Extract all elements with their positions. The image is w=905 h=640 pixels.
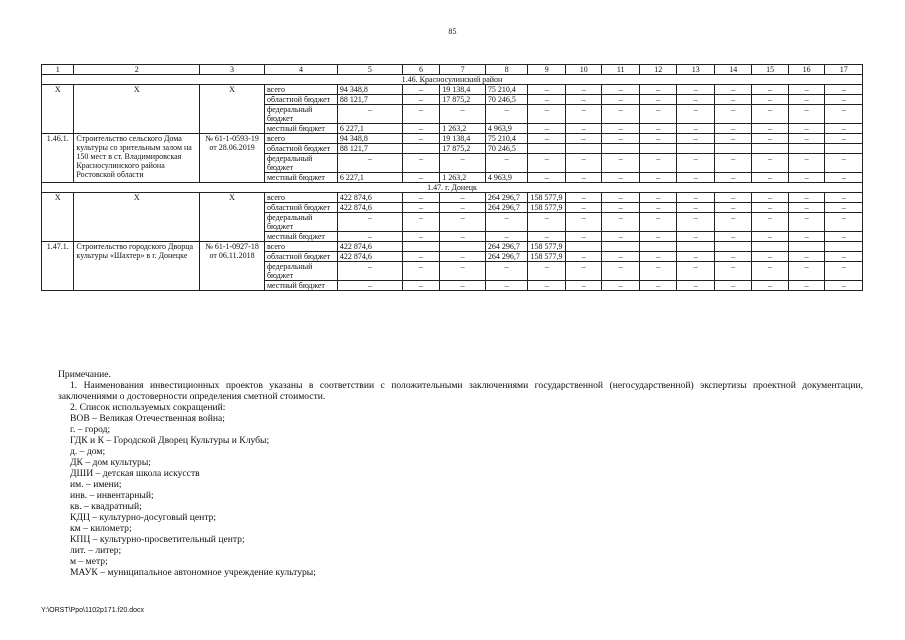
amount-cell: – bbox=[639, 252, 677, 262]
amount-cell: 6 227,1 bbox=[337, 173, 402, 183]
amount-cell: 1 263,2 bbox=[440, 173, 486, 183]
amount-cell: – bbox=[788, 173, 824, 183]
project-row bbox=[42, 134, 863, 144]
amount-cell: – bbox=[565, 193, 601, 203]
amount-cell: – bbox=[639, 262, 677, 281]
amount-cell: – bbox=[565, 252, 601, 262]
budget-source-label: областной бюджет bbox=[264, 144, 337, 154]
amount-cell: 94 348,8 bbox=[337, 85, 402, 95]
amount-cell: – bbox=[639, 134, 677, 144]
amount-cell: – bbox=[440, 262, 486, 281]
amount-cell: – bbox=[485, 262, 528, 281]
amount-cell: 422 874,6 bbox=[337, 193, 402, 203]
amount-cell: – bbox=[677, 252, 715, 262]
amount-cell: – bbox=[602, 154, 640, 173]
amount-cell: – bbox=[565, 95, 601, 105]
amount-cell: – bbox=[825, 281, 863, 291]
project-number: 1.47.1. bbox=[42, 242, 74, 291]
amount-cell: – bbox=[788, 154, 824, 173]
amount-cell: – bbox=[825, 85, 863, 95]
amount-cell: – bbox=[337, 213, 402, 232]
column-number: 3 bbox=[200, 65, 265, 75]
amount-cell bbox=[639, 242, 677, 252]
amount-cell: – bbox=[402, 252, 440, 262]
x-mark: X bbox=[74, 193, 200, 242]
notes-heading: Примечание. bbox=[58, 369, 111, 380]
amount-cell: – bbox=[788, 252, 824, 262]
budget-source-label: всего bbox=[264, 242, 337, 252]
budget-source-label: всего bbox=[264, 134, 337, 144]
column-number: 15 bbox=[752, 65, 788, 75]
investment-table bbox=[41, 64, 863, 291]
amount-cell: – bbox=[402, 213, 440, 232]
amount-cell: – bbox=[440, 154, 486, 173]
amount-cell: – bbox=[402, 85, 440, 95]
abbreviation-list bbox=[58, 413, 863, 578]
amount-cell: – bbox=[788, 213, 824, 232]
amount-cell: – bbox=[677, 124, 715, 134]
column-number: 2 bbox=[74, 65, 200, 75]
amount-cell: – bbox=[602, 173, 640, 183]
amount-cell: – bbox=[565, 232, 601, 242]
amount-cell: 264 296,7 bbox=[485, 242, 528, 252]
abbreviation-item: МАУК – муниципальное автономное учреждение культуры; bbox=[70, 567, 316, 578]
amount-cell: – bbox=[485, 213, 528, 232]
amount-cell: – bbox=[825, 105, 863, 124]
amount-cell: 4 963,9 bbox=[485, 173, 528, 183]
x-mark: X bbox=[74, 85, 200, 134]
amount-cell: – bbox=[528, 124, 566, 134]
amount-cell: – bbox=[677, 232, 715, 242]
amount-cell: 19 138,4 bbox=[440, 134, 486, 144]
budget-source-label: областной бюджет bbox=[264, 95, 337, 105]
amount-cell: 158 577,9 bbox=[528, 193, 566, 203]
amount-cell: – bbox=[337, 262, 402, 281]
amount-cell: 70 246,5 bbox=[485, 144, 528, 154]
amount-cell: – bbox=[337, 232, 402, 242]
amount-cell: – bbox=[639, 193, 677, 203]
amount-cell: – bbox=[825, 154, 863, 173]
amount-cell: – bbox=[788, 85, 824, 95]
amount-cell: 264 296,7 bbox=[485, 203, 528, 213]
amount-cell: – bbox=[639, 124, 677, 134]
amount-cell: 75 210,4 bbox=[485, 85, 528, 95]
abbreviation-item: г. – город; bbox=[70, 424, 111, 435]
amount-cell: 264 296,7 bbox=[485, 252, 528, 262]
amount-cell: 4 963,9 bbox=[485, 124, 528, 134]
amount-cell bbox=[714, 242, 752, 252]
amount-cell: – bbox=[602, 134, 640, 144]
amount-cell: – bbox=[565, 124, 601, 134]
amount-cell: 422 874,6 bbox=[337, 242, 402, 252]
project-number: 1.46.1. bbox=[42, 134, 74, 183]
page-number: 85 bbox=[448, 27, 457, 36]
amount-cell: – bbox=[752, 154, 788, 173]
abbreviation-item: ДК – дом культуры; bbox=[70, 457, 151, 468]
amount-cell: 422 874,6 bbox=[337, 252, 402, 262]
amount-cell bbox=[602, 242, 640, 252]
amount-cell: – bbox=[752, 173, 788, 183]
column-number: 4 bbox=[264, 65, 337, 75]
amount-cell bbox=[402, 242, 440, 252]
amount-cell: – bbox=[402, 95, 440, 105]
amount-cell: – bbox=[714, 124, 752, 134]
amount-cell: – bbox=[788, 105, 824, 124]
budget-source-label: местный бюджет bbox=[264, 173, 337, 183]
amount-cell bbox=[788, 242, 824, 252]
amount-cell: – bbox=[639, 203, 677, 213]
column-number: 16 bbox=[788, 65, 824, 75]
column-number: 12 bbox=[639, 65, 677, 75]
abbreviation-item: м – метр; bbox=[70, 556, 108, 567]
amount-cell: – bbox=[639, 213, 677, 232]
amount-cell: – bbox=[714, 262, 752, 281]
budget-source-label: федеральный бюджет bbox=[264, 105, 337, 124]
amount-cell: – bbox=[485, 154, 528, 173]
amount-cell: 264 296,7 bbox=[485, 193, 528, 203]
amount-cell: 70 246,5 bbox=[485, 95, 528, 105]
amount-cell: – bbox=[528, 154, 566, 173]
amount-cell: – bbox=[752, 193, 788, 203]
budget-source-label: федеральный бюджет bbox=[264, 262, 337, 281]
amount-cell bbox=[752, 242, 788, 252]
amount-cell: – bbox=[639, 173, 677, 183]
column-number: 14 bbox=[714, 65, 752, 75]
amount-cell: – bbox=[677, 203, 715, 213]
amount-cell: – bbox=[752, 85, 788, 95]
amount-cell: 94 348,8 bbox=[337, 134, 402, 144]
amount-cell: – bbox=[639, 105, 677, 124]
amount-cell: – bbox=[602, 252, 640, 262]
amount-cell: – bbox=[485, 105, 528, 124]
amount-cell: – bbox=[337, 105, 402, 124]
amount-cell: – bbox=[440, 213, 486, 232]
amount-cell: – bbox=[714, 252, 752, 262]
amount-cell: – bbox=[714, 154, 752, 173]
amount-cell bbox=[714, 144, 752, 154]
amount-cell: – bbox=[788, 232, 824, 242]
amount-cell: 158 577,9 bbox=[528, 252, 566, 262]
file-path: Y:\ORST\Ppo\1102p171.f20.docx bbox=[41, 607, 144, 614]
column-number: 17 bbox=[825, 65, 863, 75]
amount-cell: – bbox=[337, 281, 402, 291]
column-number: 11 bbox=[602, 65, 640, 75]
amount-cell: – bbox=[714, 232, 752, 242]
summary-row bbox=[42, 193, 863, 203]
amount-cell: – bbox=[440, 105, 486, 124]
amount-cell: – bbox=[402, 105, 440, 124]
x-mark: X bbox=[42, 85, 74, 134]
amount-cell: – bbox=[677, 193, 715, 203]
amount-cell: – bbox=[440, 193, 486, 203]
amount-cell bbox=[565, 242, 601, 252]
summary-row bbox=[42, 85, 863, 95]
project-name: Строительство городского Дворца культуры «Шахтер» в г. Донецке bbox=[74, 242, 200, 291]
amount-cell: – bbox=[677, 95, 715, 105]
amount-cell: – bbox=[677, 262, 715, 281]
column-number: 1 bbox=[42, 65, 74, 75]
section-header-row bbox=[42, 75, 863, 85]
amount-cell bbox=[677, 144, 715, 154]
amount-cell: – bbox=[440, 281, 486, 291]
amount-cell: – bbox=[602, 262, 640, 281]
amount-cell: – bbox=[825, 213, 863, 232]
amount-cell: – bbox=[528, 95, 566, 105]
amount-cell: – bbox=[752, 252, 788, 262]
amount-cell: – bbox=[602, 281, 640, 291]
amount-cell: – bbox=[825, 95, 863, 105]
amount-cell: – bbox=[485, 232, 528, 242]
abbreviation-item: км – километр; bbox=[70, 523, 132, 534]
amount-cell: – bbox=[752, 124, 788, 134]
amount-cell: – bbox=[565, 134, 601, 144]
amount-cell: – bbox=[402, 154, 440, 173]
amount-cell: 88 121,7 bbox=[337, 95, 402, 105]
amount-cell: – bbox=[337, 154, 402, 173]
amount-cell: – bbox=[602, 232, 640, 242]
amount-cell: – bbox=[602, 85, 640, 95]
amount-cell: – bbox=[602, 203, 640, 213]
abbreviation-item: им. – имени; bbox=[70, 479, 122, 490]
section-title: 1.46. Красносулинский район bbox=[42, 75, 863, 85]
abbreviation-item: КПЦ – культурно-просветительный центр; bbox=[70, 534, 245, 545]
amount-cell: – bbox=[528, 213, 566, 232]
section-title: 1.47. г. Донецк bbox=[42, 183, 863, 193]
amount-cell: – bbox=[714, 203, 752, 213]
expertise-document: № 61-1-0927-18 от 06.11.2018 bbox=[200, 242, 265, 291]
amount-cell: – bbox=[565, 105, 601, 124]
amount-cell: – bbox=[565, 154, 601, 173]
amount-cell: – bbox=[602, 124, 640, 134]
amount-cell: – bbox=[565, 262, 601, 281]
amount-cell: 19 138,4 bbox=[440, 85, 486, 95]
amount-cell: – bbox=[639, 85, 677, 95]
amount-cell: – bbox=[402, 281, 440, 291]
amount-cell bbox=[825, 144, 863, 154]
amount-cell bbox=[440, 242, 486, 252]
budget-source-label: всего bbox=[264, 193, 337, 203]
amount-cell bbox=[565, 144, 601, 154]
amount-cell: – bbox=[402, 193, 440, 203]
amount-cell: – bbox=[714, 193, 752, 203]
amount-cell bbox=[639, 144, 677, 154]
amount-cell: – bbox=[528, 232, 566, 242]
abbreviation-item: кв. – квадратный; bbox=[70, 501, 142, 512]
budget-source-label: местный бюджет bbox=[264, 232, 337, 242]
amount-cell: – bbox=[788, 262, 824, 281]
amount-cell: – bbox=[677, 213, 715, 232]
amount-cell: – bbox=[402, 203, 440, 213]
budget-source-label: федеральный бюджет bbox=[264, 213, 337, 232]
amount-cell: – bbox=[402, 124, 440, 134]
amount-cell: – bbox=[752, 232, 788, 242]
column-number: 7 bbox=[440, 65, 486, 75]
amount-cell: – bbox=[528, 134, 566, 144]
amount-cell: – bbox=[825, 203, 863, 213]
amount-cell: – bbox=[788, 95, 824, 105]
amount-cell: – bbox=[565, 213, 601, 232]
abbreviation-item: ГДК и К – Городской Дворец Культуры и Клубы; bbox=[70, 435, 270, 446]
budget-source-label: областной бюджет bbox=[264, 252, 337, 262]
amount-cell: 88 121,7 bbox=[337, 144, 402, 154]
amount-cell: – bbox=[825, 173, 863, 183]
amount-cell: – bbox=[565, 173, 601, 183]
amount-cell: – bbox=[714, 213, 752, 232]
amount-cell: – bbox=[565, 203, 601, 213]
project-name: Строительство сельского Дома культуры со зрительным залом на 150 мест в ст. Владимировская Красносулинского района Ростовской области bbox=[74, 134, 200, 183]
amount-cell bbox=[752, 144, 788, 154]
column-number: 5 bbox=[337, 65, 402, 75]
amount-cell: – bbox=[752, 95, 788, 105]
amount-cell: – bbox=[677, 85, 715, 95]
amount-cell bbox=[825, 242, 863, 252]
amount-cell: – bbox=[752, 213, 788, 232]
amount-cell: – bbox=[752, 262, 788, 281]
amount-cell: – bbox=[752, 105, 788, 124]
amount-cell: – bbox=[602, 105, 640, 124]
column-number: 10 bbox=[565, 65, 601, 75]
amount-cell: – bbox=[714, 281, 752, 291]
amount-cell: – bbox=[825, 134, 863, 144]
abbreviation-item: лит. – литер; bbox=[70, 545, 122, 556]
column-number-row bbox=[42, 65, 863, 75]
abbreviation-item: ДШИ – детская школа искусств bbox=[70, 468, 200, 479]
amount-cell: – bbox=[402, 134, 440, 144]
column-number: 13 bbox=[677, 65, 715, 75]
amount-cell: – bbox=[602, 95, 640, 105]
amount-cell bbox=[788, 144, 824, 154]
amount-cell: – bbox=[714, 85, 752, 95]
expertise-document: № 61-1-0593-19 от 28.06.2019 bbox=[200, 134, 265, 183]
amount-cell: 158 577,9 bbox=[528, 203, 566, 213]
amount-cell: – bbox=[528, 173, 566, 183]
abbreviation-item: д. – дом; bbox=[70, 446, 106, 457]
amount-cell bbox=[402, 144, 440, 154]
budget-source-label: федеральный бюджет bbox=[264, 154, 337, 173]
amount-cell: 422 874,6 bbox=[337, 203, 402, 213]
amount-cell: – bbox=[677, 105, 715, 124]
amount-cell: – bbox=[402, 262, 440, 281]
amount-cell: – bbox=[528, 85, 566, 95]
amount-cell: – bbox=[528, 281, 566, 291]
amount-cell: – bbox=[714, 173, 752, 183]
amount-cell bbox=[677, 242, 715, 252]
amount-cell: – bbox=[639, 232, 677, 242]
budget-source-label: областной бюджет bbox=[264, 203, 337, 213]
amount-cell: – bbox=[788, 203, 824, 213]
amount-cell: 6 227,1 bbox=[337, 124, 402, 134]
amount-cell: – bbox=[440, 232, 486, 242]
x-mark: X bbox=[200, 193, 265, 242]
amount-cell: – bbox=[440, 203, 486, 213]
x-mark: X bbox=[200, 85, 265, 134]
abbreviation-item: инв. – инвентарный; bbox=[70, 490, 154, 501]
amount-cell: – bbox=[714, 105, 752, 124]
amount-cell: – bbox=[677, 154, 715, 173]
amount-cell: 17 875,2 bbox=[440, 144, 486, 154]
budget-source-label: всего bbox=[264, 85, 337, 95]
budget-source-label: местный бюджет bbox=[264, 281, 337, 291]
amount-cell: – bbox=[825, 193, 863, 203]
amount-cell: 158 577,9 bbox=[528, 242, 566, 252]
x-mark: X bbox=[42, 193, 74, 242]
amount-cell: – bbox=[639, 281, 677, 291]
amount-cell: 17 875,2 bbox=[440, 95, 486, 105]
amount-cell: – bbox=[528, 105, 566, 124]
amount-cell: – bbox=[528, 262, 566, 281]
amount-cell: – bbox=[485, 281, 528, 291]
amount-cell: – bbox=[788, 124, 824, 134]
amount-cell: – bbox=[639, 95, 677, 105]
amount-cell bbox=[528, 144, 566, 154]
notes-block bbox=[58, 369, 863, 578]
amount-cell: – bbox=[440, 252, 486, 262]
amount-cell: 1 263,2 bbox=[440, 124, 486, 134]
abbreviation-item: ВОВ – Великая Отечественная война; bbox=[70, 413, 225, 424]
amount-cell: – bbox=[825, 232, 863, 242]
note-item-1: 1. Наименования инвестиционных проектов указаны в соответствии с положительными заключениями государственной (негосударственной) экспертизы проектной документации, заключениями о достоверности определения сметной стоимости. bbox=[58, 380, 863, 402]
note-item-2: 2. Список используемых сокращений: bbox=[70, 402, 226, 413]
amount-cell: – bbox=[714, 95, 752, 105]
column-number: 8 bbox=[485, 65, 528, 75]
amount-cell: 75 210,4 bbox=[485, 134, 528, 144]
amount-cell: – bbox=[788, 193, 824, 203]
column-number: 6 bbox=[402, 65, 440, 75]
abbreviation-item: КДЦ – культурно-досуговый центр; bbox=[70, 512, 217, 523]
amount-cell: – bbox=[714, 134, 752, 144]
amount-cell: – bbox=[752, 281, 788, 291]
amount-cell: – bbox=[677, 281, 715, 291]
column-number: 9 bbox=[528, 65, 566, 75]
amount-cell: – bbox=[825, 252, 863, 262]
amount-cell: – bbox=[825, 124, 863, 134]
amount-cell: – bbox=[402, 173, 440, 183]
amount-cell: – bbox=[752, 134, 788, 144]
amount-cell: – bbox=[825, 262, 863, 281]
amount-cell: – bbox=[788, 134, 824, 144]
amount-cell: – bbox=[565, 281, 601, 291]
amount-cell: – bbox=[788, 281, 824, 291]
amount-cell: – bbox=[565, 85, 601, 95]
budget-source-label: местный бюджет bbox=[264, 124, 337, 134]
amount-cell: – bbox=[752, 203, 788, 213]
amount-cell: – bbox=[602, 213, 640, 232]
amount-cell: – bbox=[677, 134, 715, 144]
amount-cell: – bbox=[639, 154, 677, 173]
amount-cell: – bbox=[402, 232, 440, 242]
project-row bbox=[42, 242, 863, 252]
section-header-row bbox=[42, 183, 863, 193]
amount-cell: – bbox=[602, 193, 640, 203]
amount-cell bbox=[602, 144, 640, 154]
amount-cell: – bbox=[677, 173, 715, 183]
